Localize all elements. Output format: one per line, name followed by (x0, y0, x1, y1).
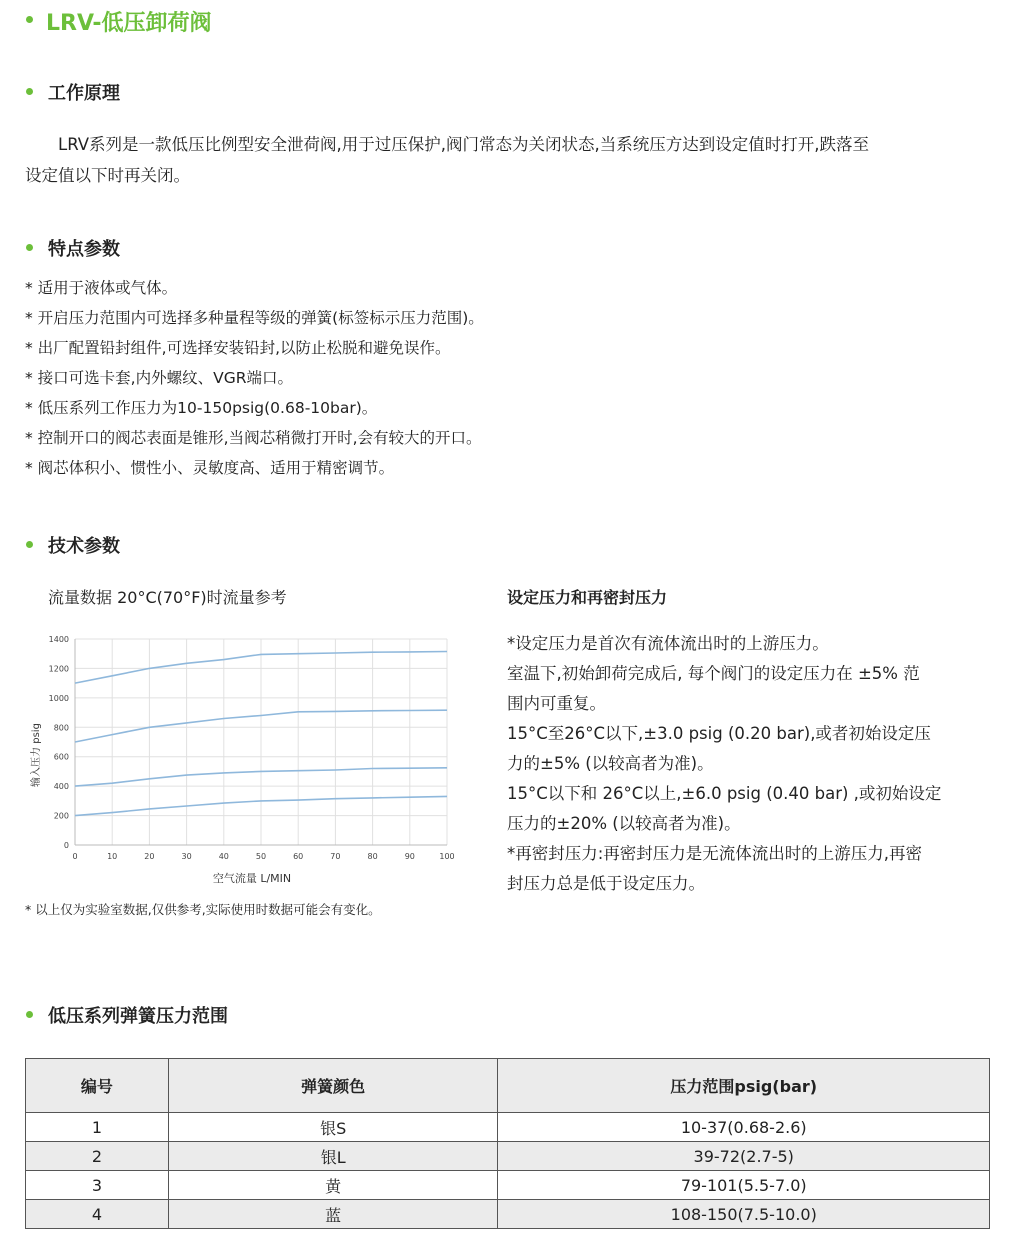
header-color: 弹簧颜色 (168, 1059, 498, 1113)
chart-ylabel: 输入压力 psig (31, 723, 42, 787)
principle-line-1: LRV系列是一款低压比例型安全泄荷阀,用于过压保护,阀门常态为关闭状态,当系统压方达到设定值时打开,跌落至 (58, 135, 870, 154)
page-title: LRV-低压卸荷阀 (46, 11, 212, 36)
spring-heading: 低压系列弹簧压力范围 (48, 1006, 228, 1027)
y-tick-label: 400 (53, 782, 69, 792)
x-tick-label: 100 (439, 852, 455, 861)
x-tick-label: 0 (72, 852, 78, 861)
features-heading: 特点参数 (48, 239, 120, 260)
cell-range: 39-72(2.7-5) (498, 1142, 990, 1171)
y-tick-label: 0 (63, 841, 69, 850)
pressure-line: 15°C以下和 26°C以上,±6.0 psig (0.40 bar) ,或初始设定 (507, 784, 942, 803)
features-bullet (26, 244, 33, 251)
principle-text (25, 129, 1000, 191)
chart-note: * 以上仅为实验室数据,仅供参考,实际使用时数据可能会有变化。 (25, 902, 381, 917)
cell-color: 蓝 (168, 1200, 498, 1229)
y-tick-label: 200 (53, 811, 69, 821)
title-bullet (26, 16, 33, 23)
feature-item: * 出厂配置铅封组件,可选择安装铅封,以防止松脱和避免误作。 (25, 339, 451, 357)
cell-range: 79-101(5.5-7.0) (498, 1171, 990, 1200)
tech-bullet (26, 541, 33, 548)
x-tick-label: 40 (218, 852, 229, 861)
y-tick-label: 800 (53, 723, 69, 733)
cell-number: 3 (26, 1171, 169, 1200)
y-tick-label: 1400 (48, 635, 69, 644)
principle-heading: 工作原理 (48, 83, 120, 104)
principle-line-2: 设定值以下时再关闭。 (25, 166, 190, 185)
header-number: 编号 (26, 1059, 169, 1113)
pressure-line: 室温下,初始卸荷完成后, 每个阀门的设定压力在 ±5% 范 (507, 664, 920, 683)
x-tick-label: 60 (293, 852, 304, 861)
flow-chart (25, 625, 465, 895)
table-header-row (26, 1059, 990, 1113)
x-tick-label: 90 (404, 852, 415, 861)
y-tick-label: 600 (53, 752, 69, 762)
feature-item: * 接口可选卡套,内外螺纹、VGR端口。 (25, 369, 293, 387)
table-row (26, 1142, 990, 1171)
cell-number: 4 (26, 1200, 169, 1229)
pressure-line: 15°C至26°C以下,±3.0 psig (0.20 bar),或者初始设定压 (507, 724, 931, 743)
y-tick-label: 1200 (48, 664, 69, 674)
pressure-text (507, 629, 992, 899)
header-range: 压力范围psig(bar) (498, 1059, 990, 1113)
x-tick-label: 20 (144, 852, 155, 861)
table-row (26, 1200, 990, 1229)
chart-grid (75, 639, 447, 845)
chart-caption: 流量数据 20°C(70°F)时流量参考 (48, 588, 287, 607)
features-list (25, 273, 484, 483)
pressure-line: 压力的±20% (以较高者为准)。 (507, 814, 741, 833)
x-tick-label: 30 (181, 852, 192, 861)
feature-item: * 阀芯体积小、惯性小、灵敏度高、适用于精密调节。 (25, 459, 395, 477)
feature-item: * 控制开口的阀芯表面是锥形,当阀芯稍微打开时,会有较大的开口。 (25, 429, 482, 447)
cell-color: 黄 (168, 1171, 498, 1200)
cell-range: 10-37(0.68-2.6) (498, 1113, 990, 1142)
x-tick-label: 10 (107, 852, 118, 861)
cell-color: 银L (168, 1142, 498, 1171)
pressure-line: 围内可重复。 (507, 694, 606, 713)
x-tick-label: 70 (330, 852, 341, 861)
feature-item: * 低压系列工作压力为10-150psig(0.68-10bar)。 (25, 399, 378, 417)
pressure-line: 封压力总是低于设定压力。 (507, 874, 705, 893)
pressure-line: *再密封压力:再密封压力是无流体流出时的上游压力,再密 (507, 844, 923, 863)
principle-bullet (26, 88, 33, 95)
feature-item: * 开启压力范围内可选择多种量程等级的弹簧(标签标示压力范围)。 (25, 309, 484, 327)
y-tick-label: 1000 (48, 693, 69, 703)
cell-color: 银S (168, 1113, 498, 1142)
cell-range: 108-150(7.5-10.0) (498, 1200, 990, 1229)
spring-bullet (26, 1011, 33, 1018)
spring-table (25, 1058, 990, 1229)
table-row (26, 1171, 990, 1200)
x-tick-label: 50 (255, 852, 267, 861)
cell-number: 1 (26, 1113, 169, 1142)
tech-heading: 技术参数 (48, 536, 120, 557)
pressure-line: *设定压力是首次有流体流出时的上游压力。 (507, 634, 829, 653)
pressure-line: 力的±5% (以较高者为准)。 (507, 754, 714, 773)
pressure-heading: 设定压力和再密封压力 (507, 588, 668, 607)
table-row (26, 1113, 990, 1142)
x-tick-label: 80 (367, 852, 378, 861)
cell-number: 2 (26, 1142, 169, 1171)
chart-xlabel: 空气流量 L/MIN (212, 872, 292, 885)
feature-item: * 适用于液体或气体。 (25, 279, 178, 297)
